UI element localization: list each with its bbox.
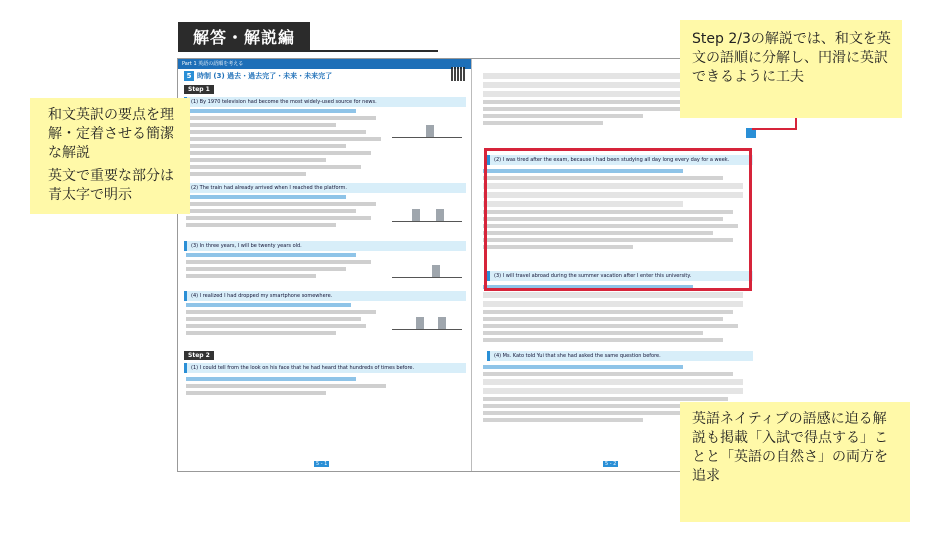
question-box	[184, 241, 466, 251]
part-bar	[178, 59, 472, 69]
explanation-lines	[186, 195, 386, 230]
callout-top-right	[680, 20, 902, 118]
connector-line	[795, 118, 797, 130]
qr-code-icon	[451, 67, 465, 81]
page-number: 5 - 2	[605, 461, 617, 467]
highlight-frame	[484, 148, 752, 291]
question-text: (1) I could tell from the look on his face that he had heard that hundreds of times before.	[191, 365, 415, 371]
question-text: (3) In three years, I will be twenty years old.	[191, 243, 302, 249]
question-text: (2) The train had already arrived when I reached the platform.	[191, 185, 347, 191]
explanation-lines	[186, 253, 386, 281]
callout-text: 和文英訳の要点を理解・定着させる簡潔な解説	[48, 107, 174, 161]
page-number: 5 - 1	[316, 461, 328, 467]
callout-text: Step 2/3の解説では、和文を英文の語順に分解し、円滑に英訳できるように工夫	[692, 31, 891, 85]
question-text: (1) By 1970 television had become the most widely-used source for news.	[191, 99, 377, 105]
timeline-diagram	[392, 199, 462, 233]
timeline-diagram	[392, 307, 462, 341]
explanation-lines	[186, 109, 386, 179]
question-box	[184, 97, 466, 107]
callout-left	[30, 98, 190, 214]
connector-line	[752, 128, 796, 130]
unit-number: 5	[184, 71, 194, 81]
explanation-lines	[483, 285, 757, 345]
explanation-lines	[186, 303, 386, 338]
callout-bottom-right	[680, 402, 910, 522]
question-box	[487, 351, 753, 361]
callout-text: 英文で重要な部分は青太字で明示	[48, 168, 174, 203]
section-title: 解答・解説編	[178, 22, 310, 50]
unit-title-text: 時制 (3) 過去・過去完了・未来・未来完了	[197, 72, 333, 80]
question-text: (3) I will travel abroad during the summer vacation after I enter this university.	[494, 273, 692, 279]
step1-tag: Step 1	[184, 85, 214, 94]
question-box	[184, 183, 466, 193]
callout-text: 英語ネイティブの語感に迫る解説も掲載「入試で得点する」ことと「英語の自然さ」の両方を追求	[692, 411, 888, 484]
unit-title	[184, 71, 332, 81]
question-box	[184, 363, 466, 373]
question-text: (4) Ms. Kato told Yui that she had asked the same question before.	[494, 353, 661, 359]
explanation-lines	[186, 377, 386, 398]
timeline-diagram	[392, 115, 462, 149]
step2-tag: Step 2	[184, 351, 214, 360]
timeline-diagram	[392, 255, 462, 289]
title-rule	[178, 50, 438, 52]
question-text: (2) I was tired after the exam, because I had been studying all day long every day for a week.	[494, 157, 730, 163]
question-box	[184, 291, 466, 301]
part-label: Part 1 英語の語順を考える	[182, 61, 244, 67]
question-text: (4) I realized I had dropped my smartphone somewhere.	[191, 293, 333, 299]
left-page	[178, 59, 472, 471]
